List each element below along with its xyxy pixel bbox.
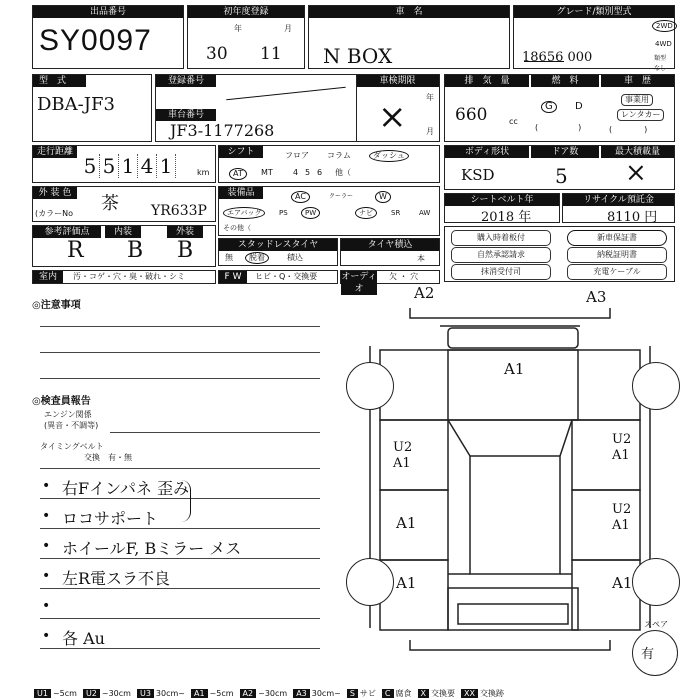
fuel-g: G [541, 101, 557, 113]
no-type: 類型なし [654, 55, 667, 72]
bullet-dot: • [42, 568, 51, 584]
lot-number: SY0097 [39, 24, 152, 57]
history-header: 車 歴 [601, 75, 674, 87]
bullet-line [40, 588, 320, 589]
body-value: KSD [461, 166, 495, 184]
interior-note-value: 汚・コゲ・穴・臭・破れ・シミ [73, 272, 185, 281]
mileage-digit: 4 [138, 154, 157, 178]
reg-box [155, 74, 440, 142]
doc-box [444, 226, 675, 282]
studless-load: 積込 [287, 253, 303, 262]
grade-header: グレード/類別型式 [514, 6, 674, 18]
bracket [178, 480, 191, 522]
wheel-front-right [632, 362, 680, 410]
spec-box [444, 74, 675, 142]
mileage-digits [81, 154, 176, 178]
legend-value: ~30cm [101, 689, 131, 698]
equip-ac: AC [291, 191, 310, 203]
caution-title: ◎注意事項 [32, 300, 81, 311]
equip-airbag: エアバッグ [223, 207, 265, 219]
history-blank: ( ) [609, 125, 648, 134]
body-header: ボディ形状 [445, 146, 529, 158]
reg-header: 登録番号 [156, 75, 216, 87]
exterior-value: B [177, 238, 194, 263]
fw-box [218, 270, 338, 284]
studless-detach: 脱着 [245, 252, 269, 264]
doc-warranty: 新車保証書 [567, 230, 667, 246]
shift-4: 4 [293, 168, 299, 177]
timing-line [40, 468, 320, 469]
mileage-unit: km [197, 168, 210, 177]
inspection-header: 車検期限 [356, 75, 439, 87]
engine-sub: (異音・不調等) [44, 421, 99, 430]
mileage-digit: 1 [157, 154, 176, 178]
color-box [32, 186, 216, 222]
vehicle-diagram [340, 288, 690, 688]
fuel-blank: ( ) [535, 123, 582, 132]
lot-box [32, 5, 184, 69]
capacity-value: × [625, 158, 647, 188]
legend-value: 交換跡 [479, 689, 504, 698]
capacity-header: 最大積載量 [601, 146, 674, 158]
month-value: 11 [260, 44, 282, 64]
caution-line-1 [40, 326, 320, 327]
tire-header: タイヤ積込 [341, 239, 439, 251]
spare-value: 有 [641, 647, 655, 662]
color-code-label: (カラーNo [35, 209, 73, 218]
bullet-line [40, 558, 320, 559]
legend-value: 交換要 [430, 689, 455, 698]
bullet-dot: • [42, 598, 51, 614]
type-value: DBA-JF3 [37, 94, 115, 115]
model-box [308, 5, 510, 69]
fuel-header: 燃 料 [531, 75, 599, 87]
interior-note-box [32, 270, 216, 284]
mileage-digit: 1 [119, 154, 138, 178]
legend-key: XX [461, 689, 478, 698]
bullet-text: 左R電スラ不良 [62, 569, 171, 588]
color-value: 茶 [101, 193, 119, 214]
bullet-dot: • [42, 628, 51, 644]
bullet-text: 各 Au [62, 629, 105, 648]
legend-key: U3 [137, 689, 154, 698]
mileage-box [32, 145, 216, 183]
mileage-header: 走行距離 [33, 146, 77, 158]
mark-front-a2: A2 [414, 284, 435, 302]
engine-line [110, 432, 320, 433]
studless-header: スタッドレスタイヤ [219, 239, 337, 251]
legend-key: U2 [83, 689, 100, 698]
fw-note: ヒビ・Q・交換要 [255, 272, 318, 281]
bullet-text: ホイールF, Bミラー メス [62, 539, 242, 558]
shift-mt: MT [261, 168, 273, 177]
year-unit: 年 [234, 24, 242, 33]
legend-key: A2 [240, 689, 257, 698]
studless-box [218, 238, 338, 266]
equip-other: その他（ [223, 224, 251, 232]
bullet-text: 右Fインパネ 歪み [62, 479, 190, 498]
shift-header: シフト [219, 146, 263, 158]
recycle-value: 8110 円 [607, 210, 658, 225]
type-header: 型 式 [33, 75, 86, 87]
doc-tax: 納税証明書 [567, 247, 667, 263]
bullet-dot: • [42, 478, 51, 494]
inspection-month: 月 [426, 127, 434, 136]
first-reg-box [187, 5, 305, 69]
model-header: 車 名 [309, 6, 509, 18]
mark-left-mid: A1 [396, 514, 417, 532]
legend-key: A3 [293, 689, 310, 698]
equip-navi: ナビ [355, 207, 377, 219]
tire-unit: 本 [417, 254, 425, 263]
equip-box [218, 186, 440, 236]
bullet-line [40, 618, 320, 619]
displacement-header: 排 気 量 [445, 75, 529, 87]
bullet-line [40, 528, 320, 529]
first-reg-header: 初年度登録 [188, 6, 304, 18]
timing-label: タイミングベルト [40, 442, 104, 451]
interior-header: 内装 [105, 226, 141, 238]
legend-value: サビ [359, 689, 376, 698]
fuel-d: D [575, 101, 583, 112]
color-code: YR633P [151, 203, 207, 219]
body-box [444, 145, 675, 190]
studless-none: 無 [225, 253, 233, 262]
doors-value: 5 [555, 164, 568, 188]
legend-key: C [382, 689, 394, 698]
interior-note-header: 室内 [33, 271, 63, 283]
equip-pw: PW [301, 207, 320, 219]
doc-charge-cable: 充電ケーブル [567, 264, 667, 280]
seatbelt-header: シートベルト年 [445, 194, 559, 206]
audio-note: 欠 ・ 穴 [389, 272, 419, 281]
doc-purchase: 購入時着板付 [451, 230, 551, 246]
legend-value: ~5cm [209, 689, 234, 698]
caution-line-2 [40, 352, 320, 353]
grade-value: 18656 000 [522, 50, 593, 65]
type-box [32, 74, 152, 142]
fw-header: F W [219, 271, 247, 283]
legend-key: U1 [34, 689, 51, 698]
displacement-unit: cc [509, 117, 518, 126]
inspection-year: 年 [426, 93, 434, 102]
drive-2wd: 2WD [652, 20, 677, 32]
shift-floor: フロア [285, 151, 309, 160]
mark-front-a3: A3 [586, 288, 607, 306]
legend-key: S [347, 689, 358, 698]
doc-deregistration: 抹消受付司 [451, 264, 551, 280]
doc-approval: 自然承認請求 [451, 247, 551, 263]
legend-key: X [418, 689, 429, 698]
eval-value: R [67, 238, 84, 263]
spare-label: スペア [644, 620, 668, 629]
interior-value: B [127, 238, 144, 263]
mark-right-front: U2 A1 [612, 432, 632, 463]
wheel-rear-left [346, 558, 394, 606]
color-header: 外 装 色 [33, 187, 77, 199]
equip-ps: PS [279, 209, 288, 217]
equip-cooler: クーラー [329, 193, 354, 200]
audio-header: オーディオ [341, 272, 377, 294]
lot-header: 出品番号 [33, 6, 183, 18]
legend-value: 30cm~ [155, 689, 185, 698]
recycle-header: リサイクル預託金 [563, 194, 674, 206]
equip-sr: SR [391, 209, 401, 217]
shift-column: コラム [327, 151, 351, 160]
eval-box [32, 225, 216, 267]
mileage-digit: 5 [81, 154, 100, 178]
engine-label: エンジン関係 [44, 410, 92, 419]
inspection-divider [356, 75, 357, 141]
recycle-box [562, 193, 675, 223]
shift-6: 6 [317, 168, 323, 177]
shift-other: 他（ [335, 168, 351, 177]
shift-5: 5 [305, 168, 311, 177]
legend-value: 腐食 [395, 689, 412, 698]
spare-circle [632, 630, 678, 676]
year-value: 30 [206, 44, 228, 64]
reg-scribble [226, 87, 345, 101]
legend-value: ~5cm [52, 689, 77, 698]
mark-hood-a1: A1 [504, 360, 525, 378]
inspector-title: ◎検査員報告 [32, 396, 91, 407]
wheel-front-left [346, 362, 394, 410]
chassis-value: JF3-1177268 [170, 121, 275, 140]
drive-4wd: 4WD [655, 40, 672, 48]
grade-box [513, 5, 675, 72]
bullet-dot: • [42, 508, 51, 524]
seatbelt-box [444, 193, 560, 223]
history-business: 事業用 [621, 94, 653, 106]
exterior-header: 外装 [167, 226, 203, 238]
eval-header: 参考評価点 [33, 226, 101, 238]
seatbelt-value: 2018 年 [481, 210, 532, 225]
doors-header: ドア数 [531, 146, 599, 158]
mark-right-rear: A1 [612, 574, 633, 592]
inspection-value: × [378, 97, 407, 137]
mark-right-mid: U2 A1 [612, 502, 632, 533]
bullet-text: ロコサポート [62, 509, 159, 528]
legend-value: ~30cm [258, 689, 288, 698]
wheel-rear-right [632, 558, 680, 606]
history-rental: レンタカー [617, 109, 664, 121]
legend-key: A1 [191, 689, 208, 698]
mileage-digit: 5 [100, 154, 119, 178]
shift-box [218, 145, 440, 183]
legend-value: 30cm~ [311, 689, 341, 698]
equip-header: 装備品 [219, 187, 263, 199]
chassis-header: 車台番号 [156, 109, 216, 121]
month-unit: 月 [284, 24, 292, 33]
equip-aw: AW [419, 209, 431, 217]
damage-legend [34, 688, 684, 700]
bullet-line [40, 648, 320, 649]
bullet-dot: • [42, 538, 51, 554]
equip-w: W [375, 191, 391, 203]
mark-left-front: U2 A1 [393, 440, 413, 471]
timing-sub: 交換 有・無 [84, 453, 132, 462]
shift-dash: ダッシュ [369, 150, 409, 162]
model-value: N BOX [323, 44, 393, 68]
caution-line-3 [40, 378, 320, 379]
displacement-value: 660 [455, 105, 488, 125]
mark-left-rear: A1 [396, 574, 417, 592]
tire-box [340, 238, 440, 266]
shift-at: AT [229, 168, 247, 180]
